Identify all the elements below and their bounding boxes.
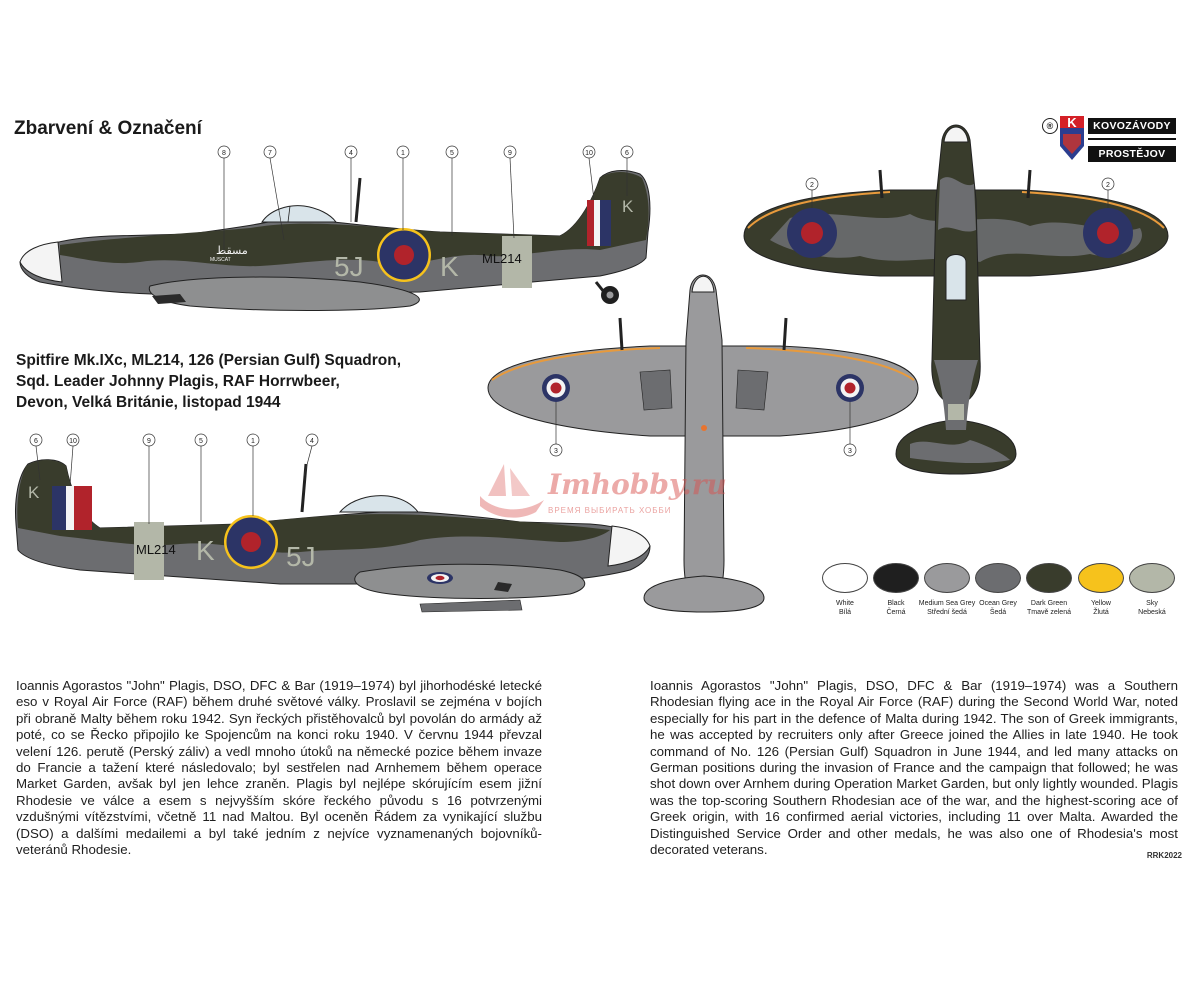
callout-top-1: 8: [222, 150, 226, 157]
callout-plan-4: 3: [848, 448, 852, 455]
bottom-squadron-code: 5J: [286, 541, 316, 572]
bottom-serial: ML214: [136, 542, 176, 557]
caption-line-2: Sqd. Leader Johnny Plagis, RAF Horrwbeer,: [16, 373, 340, 390]
callout-top-8: 6: [625, 150, 629, 157]
swatch-label-ocean-grey: Ocean Grey Šedá: [979, 600, 1017, 616]
top-aircraft-letter: K: [440, 251, 459, 282]
swatch-label-sky: Sky Nebeská: [1138, 600, 1166, 616]
bottom-fin-letter: K: [28, 483, 40, 502]
top-squadron-code: 5J: [334, 251, 364, 282]
page-title: Zbarvení & Označení: [14, 118, 202, 139]
watermark-text: Imhobby.ru: [548, 468, 727, 501]
callout-top-6: 9: [508, 150, 512, 157]
swatch-label-dark-green: Dark Green Tmavě zelená: [1027, 600, 1071, 616]
callout-top-2: 7: [268, 150, 272, 157]
watermark: [474, 456, 734, 526]
logo-line-1: KOVOZÁVODY: [1088, 118, 1176, 134]
biography-english: Ioannis Agorastos "John" Plagis, DSO, DFC & Bar (1919–1974) was a Southern Rhodesian flying ace in the Royal Air Force (RAF) during the Second World War, noted especially for his part in the defence of Malta during 1942. The son of Greek immigrants, he was accepted by recruiters only after Greece joined the Allies in late 1940. He took command of No. 126 (Persian Gulf) Squadron in June 1944, and led many attacks on German positions during the invasion of France and the campaign that followed; he was shot down over Arnhem during Operation Market Garden, but only lightly wounded. Plagis was the top-scoring Southern Rhodesian ace of the war, and the highest-scoring ace of Greek origin, with 16 confirmed aerial victories, including 11 over Malta. Awarded the Distinguished Service Order and other medals, he was also one of Rhodesia's most decorated veterans.: [650, 678, 1178, 858]
callout-plan-2: 2: [1106, 182, 1110, 189]
watermark-subtext: ВРЕМЯ ВЫБИРАТЬ ХОББИ: [548, 506, 672, 515]
callout-top-7: 10: [585, 150, 593, 157]
registered-mark: ®: [1042, 118, 1058, 134]
swatch-yellow: [1078, 563, 1124, 593]
logo-letter: K: [1067, 115, 1077, 130]
caption-line-1: Spitfire Mk.IXc, ML214, 126 (Persian Gulf) Squadron,: [16, 352, 402, 369]
swatch-white: [822, 563, 868, 593]
swatch-medium-sea-grey: [924, 563, 970, 593]
swatch-black: [873, 563, 919, 593]
callout-bottom-6: 4: [310, 438, 314, 445]
swatch-sky: [1129, 563, 1175, 593]
swatch-ocean-grey: [975, 563, 1021, 593]
callout-top-5: 5: [450, 150, 454, 157]
swatch-label-black: Black Černá: [886, 600, 906, 616]
callout-top-4: 1: [401, 150, 405, 157]
caption-line-3: Devon, Velká Británie, listopad 1944: [16, 394, 281, 411]
side-view-left: [20, 171, 650, 311]
swatch-dark-green: [1026, 563, 1072, 593]
fin-letter: K: [622, 197, 634, 216]
callout-top-3: 4: [349, 150, 353, 157]
callout-bottom-5: 1: [251, 438, 255, 445]
swatch-label-white: White Bílá: [836, 600, 854, 616]
callout-plan-1: 2: [810, 182, 814, 189]
swatch-label-medium-sea-grey: Medium Sea Grey Střední šedá: [918, 600, 976, 616]
nose-script: مسقط: [216, 244, 248, 257]
biography-czech: Ioannis Agorastos "John" Plagis, DSO, DFC & Bar (1919–1974) byl jihorhodéské letecké eso v Royal Air Force (RAF) během druhé světové války. Proslavil se zejména v bojích při obraně Malty během roku 1942. Syn řeckých přistěhovalců byl povolán do armády až poté, co se Řecko připojilo ke Spojencům na konci roku 1940. V červnu 1944 převzal velení 126. perutě (Perský záliv) a vedl mnoho útoků na německé pozice během invaze do Francie a tažení které následovalo; byl sestřelen nad Arnhemem během operace Market Garden, avšak byl jen lehce zraněn. Plagis byl nejlépe skórujícím esem jižní Rhodesie ve válce a esem s nejvyšším skóre řeckého původu s 16 potvrzenými vzdušnými vítězstvími, včetně 11 nad Maltou. Byl oceněn Řádem za vynikající službu (DSO) a dalšími medailemi a byl také jedním z nejvíce vyznamenaných bojovníků-veteránů Rhodesie.: [16, 678, 542, 858]
callout-bottom-2: 10: [69, 438, 77, 445]
swatch-label-yellow: Yellow Žlutá: [1091, 600, 1111, 616]
bottom-aircraft-letter: K: [196, 535, 215, 566]
callout-bottom-1: 6: [34, 438, 38, 445]
ship-logo-icon: [474, 456, 548, 526]
footer-code: RRK2022: [1146, 851, 1182, 860]
top-serial: ML214: [482, 251, 522, 266]
callout-bottom-4: 5: [199, 438, 203, 445]
callout-plan-3: 3: [554, 448, 558, 455]
nose-art: MUSCAT: [210, 257, 231, 263]
logo-line-2: PROSTĚJOV: [1088, 146, 1176, 162]
callout-bottom-3: 9: [147, 438, 151, 445]
